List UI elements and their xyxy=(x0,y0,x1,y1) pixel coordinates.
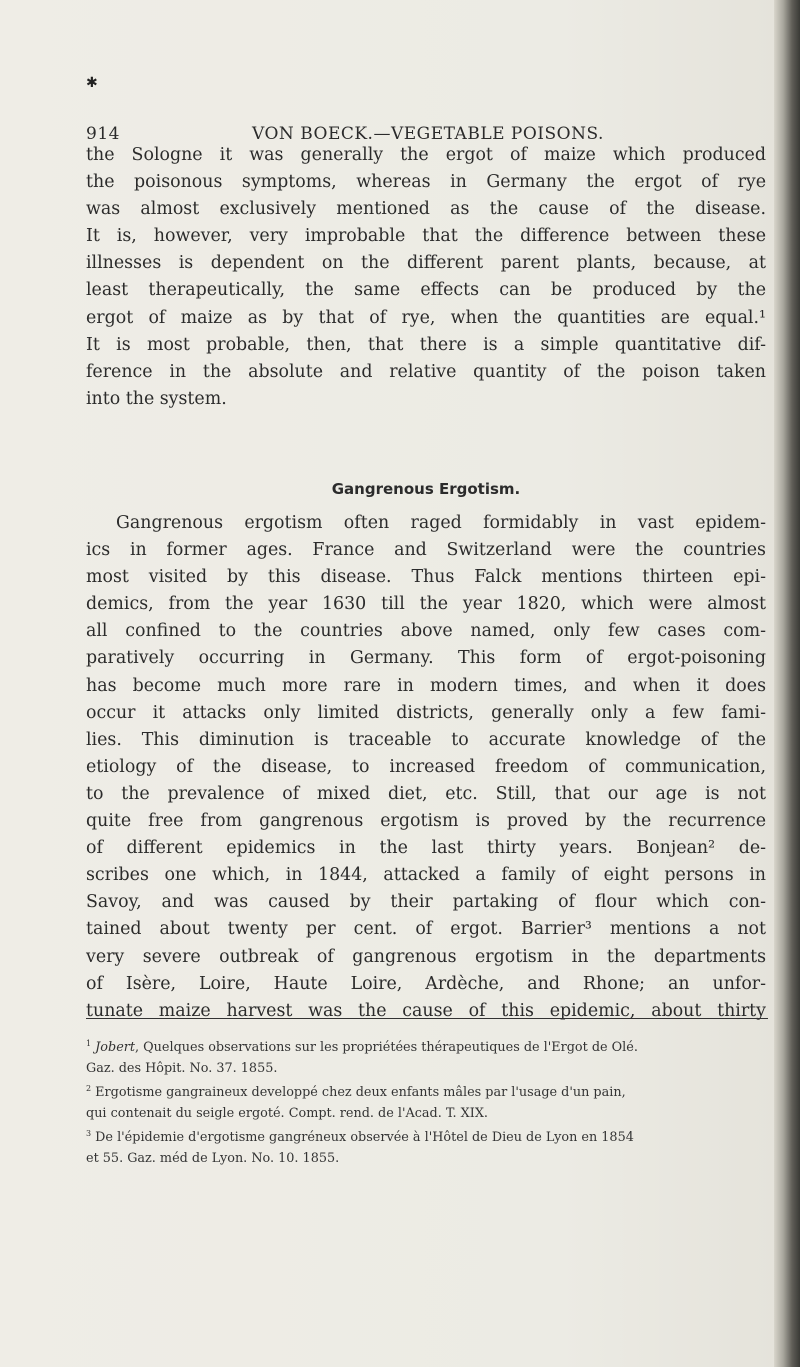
text-line: quite free from gangrenous ergotism is proved by the recurrence xyxy=(86,811,766,832)
text-line: lies. This diminution is traceable to accurate knowledge of the xyxy=(86,729,766,750)
footnote-line xyxy=(86,1034,768,1059)
text-line: ference in the absolute and relative quantity of the poison taken xyxy=(86,361,766,382)
page-binding-edge xyxy=(774,0,800,1367)
text-line: tunate maize harvest was the cause of this epidemic, about thirty xyxy=(86,1000,766,1021)
footnote-line xyxy=(86,1059,768,1080)
text-line: to the prevalence of mixed diet, etc. Still, that our age is not xyxy=(86,783,766,804)
text-line: illnesses is dependent on the different parent plants, because, at xyxy=(86,253,766,274)
text-line: etiology of the disease, to increased freedom of communication, xyxy=(86,756,766,777)
text-line: It is most probable, then, that there is a simple quantitative dif- xyxy=(86,334,766,355)
footnote-text: Gaz. des Hôpit. No. 37. 1855. xyxy=(86,1060,278,1076)
text-line: the poisonous symptoms, whereas in Germany the ergot of rye xyxy=(86,172,766,193)
paragraph-2 xyxy=(86,510,766,1025)
text-line: the Sologne it was generally the ergot of maize which produced xyxy=(86,145,766,165)
footnote-text: , Quelques observations sur les propriétées thérapeutiques de l'Ergot de Olé. xyxy=(135,1040,638,1055)
text-line: scribes one which, in 1844, attacked a family of eight persons in xyxy=(86,865,766,886)
running-head-title: VON BOECK.—VEGETABLE POISONS. xyxy=(252,124,604,144)
footnotes xyxy=(86,1034,768,1169)
text-line: least therapeutically, the same effects can be produced by the xyxy=(86,280,766,301)
footnote-text: et 55. Gaz. méd de Lyon. No. 10. 1855. xyxy=(86,1150,340,1166)
text-line: It is, however, very improbable that the difference between these xyxy=(86,226,766,247)
text-line: was almost exclusively mentioned as the cause of the disease. xyxy=(86,199,766,220)
text-line: of Isère, Loire, Haute Loire, Ardèche, and Rhone; an unfor- xyxy=(86,973,766,994)
footnote-text: De l'épidemie d'ergotisme gangréneux observée à l'Hôtel de Dieu de Lyon en 1854 xyxy=(95,1130,634,1145)
text-line: ergot of maize as by that of rye, when the quantities are equal.¹ xyxy=(86,307,766,328)
footnote-line xyxy=(86,1124,768,1149)
footnote-number: 3 xyxy=(86,1129,92,1138)
footnote-text: Ergotisme gangraineux developpé chez deux enfants mâles par l'usage d'un pain, xyxy=(95,1085,626,1100)
text-line: tained about twenty per cent. of ergot. Barrier³ mentions a not xyxy=(86,919,766,940)
paragraph-1 xyxy=(86,142,766,413)
text-line: most visited by this disease. Thus Falck mentions thirteen epi- xyxy=(86,567,766,588)
footnote-line xyxy=(86,1149,768,1170)
text-line: very severe outbreak of gangrenous ergotism in the departments xyxy=(86,946,766,967)
text-line: all confined to the countries above named, only few cases com- xyxy=(86,621,766,642)
text-line: Gangrenous ergotism often raged formidably in vast epidem- xyxy=(116,513,766,533)
footnote-number: 1 xyxy=(86,1039,92,1048)
text-line: Savoy, and was caused by their partaking of flour which con- xyxy=(86,892,766,913)
footnote-number: 2 xyxy=(86,1084,92,1093)
footnote-rule xyxy=(86,1018,768,1019)
text-line: occur it attacks only limited districts, generally only a few fami- xyxy=(86,702,766,723)
text-line: has become much more rare in modern times, and when it does xyxy=(86,675,766,696)
text-line: paratively occurring in Germany. This form of ergot-poisoning xyxy=(86,648,766,669)
footnote-author: Jobert xyxy=(95,1040,136,1055)
page-number: 914 xyxy=(86,124,120,144)
footnote-text: qui contenait du seigle ergoté. Compt. rend. de l'Acad. T. XIX. xyxy=(86,1105,488,1121)
text-line: ics in former ages. France and Switzerland were the countries xyxy=(86,540,766,561)
ink-mark-icon: ✱ xyxy=(86,75,98,91)
text-line: demics, from the year 1630 till the year 1820, which were almost xyxy=(86,594,766,615)
footnote-line xyxy=(86,1079,768,1104)
section-heading: Gangrenous Ergotism. xyxy=(331,480,521,498)
text-line: of different epidemics in the last thirty years. Bonjean² de- xyxy=(86,838,766,859)
text-line: into the system. xyxy=(86,388,227,409)
footnote-line xyxy=(86,1104,768,1125)
